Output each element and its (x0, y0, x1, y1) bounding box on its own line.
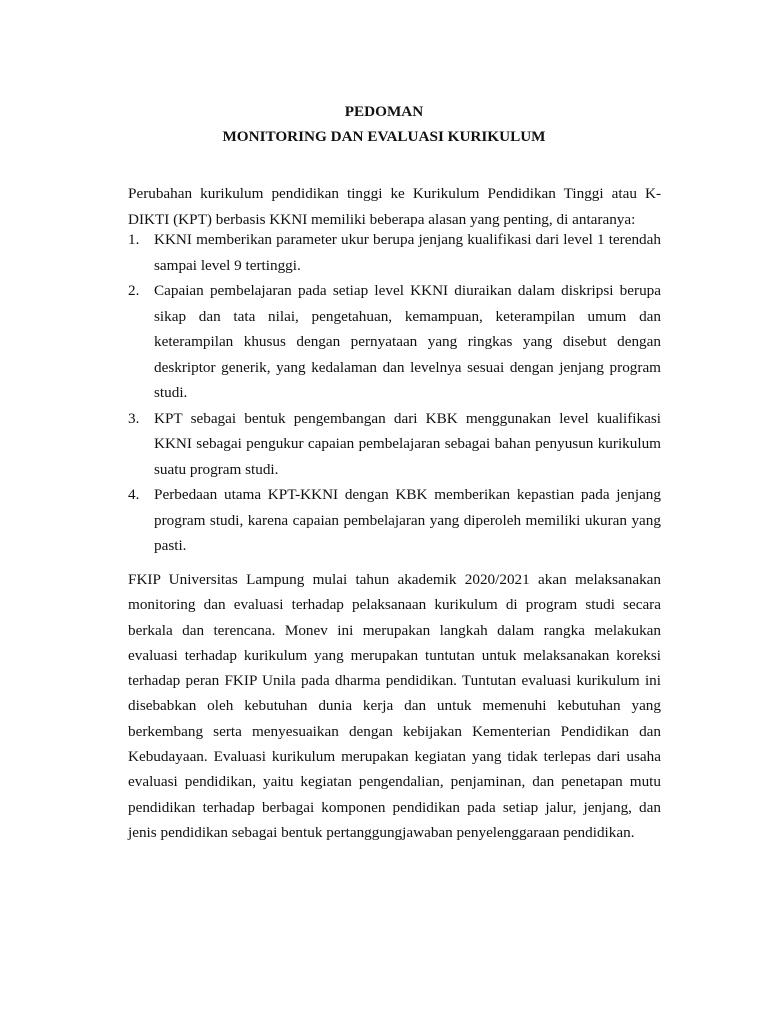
list-item-number: 1. (128, 231, 140, 248)
list-item-number: 2. (128, 282, 140, 299)
list-item (128, 482, 661, 559)
intro-paragraph: Perubahan kurikulum pendidikan tinggi ke Kurikulum Pendidikan Tinggi atau K-DIKTI (KPT) berbasis KKNI memiliki beberapa alasan yang penting, di antaranya: (128, 185, 661, 228)
list-item-text: Capaian pembelajaran pada setiap level KKNI diuraikan dalam diskripsi berupa sikap dan tata nilai, pengetahuan, kemampuan, keterampilan umum dan keterampilan khusus dengan pernyataan yang ringkas yang disebut dengan deskriptor generik, yang kedalaman dan levelnya sesuai dengan jenjang program studi. (154, 282, 661, 401)
list-item-text: KKNI memberikan parameter ukur berupa jenjang kualifikasi dari level 1 terendah sampai level 9 tertinggi. (154, 231, 661, 274)
list-item (128, 278, 661, 406)
document-title: PEDOMAN (344, 103, 424, 120)
document-subtitle: MONITORING DAN EVALUASI KURIKULUM (222, 128, 546, 145)
list-item-number: 3. (128, 409, 140, 427)
list-item-number: 4. (128, 486, 140, 503)
list-item-text: Perbedaan utama KPT-KKNI dengan KBK memberikan kepastian pada jenjang program studi, karena capaian pembelajaran yang diperoleh memiliki ukuran yang pasti. (154, 486, 661, 554)
list-item-text: KPT sebagai bentuk pengembangan dari KBK menggunakan level kualifikasi KKNI sebagai pengukur capaian pembelajaran sebagai bahan penyusun kurikulum suatu program studi. (154, 409, 661, 478)
list-item (128, 406, 661, 483)
body-paragraph: FKIP Universitas Lampung mulai tahun akademik 2020/2021 akan melaksanakan monitoring dan evaluasi terhadap pelaksanaan kurikulum di program studi secara berkala dan terencana. Monev ini merupakan langkah dalam rangka melakukan evaluasi terhadap kurikulum yang merupakan tuntutan untuk melaksanakan koreksi terhadap peran FKIP Unila pada dharma pendidikan. Tuntutan evaluasi kurikulum ini disebabkan oleh kebutuhan dunia kerja dan untuk memenuhi kebutuhan yang berkembang serta menyesuaikan dengan kebijakan Kementerian Pendidikan dan Kebudayaan. Evaluasi kurikulum merupakan kegiatan yang tidak terlepas dari usaha evaluasi pendidikan, yaitu kegiatan pengendalian, penjaminan, dan penetapan mutu pendidikan terhadap berbagai komponen pendidikan pada setiap jalur, jenjang, dan jenis pendidikan sebagai bentuk pertanggungjawaban penyelenggaraan pendidikan. (128, 571, 661, 841)
list-item (128, 227, 661, 278)
reasons-list (128, 227, 661, 559)
